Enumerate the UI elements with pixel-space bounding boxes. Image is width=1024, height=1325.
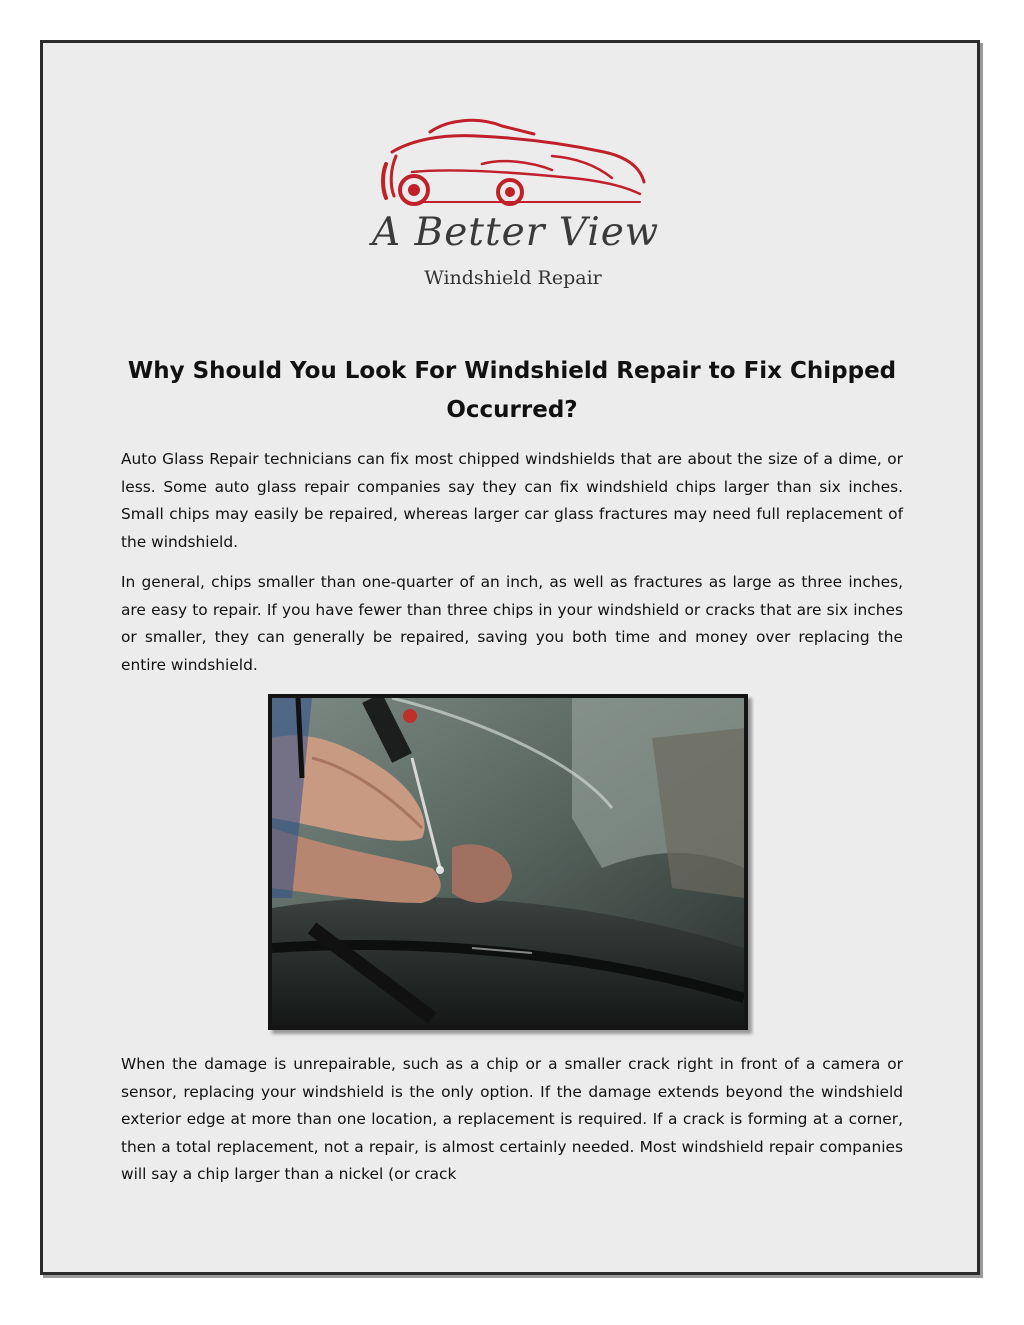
paragraph-3: When the damage is unrepairable, such as a chip or a smaller crack right in front of a camera or sensor, replacing your windshield is the only option. If the damage extends beyond the windshield exterior edge at more than one location, a replacement is required. If a crack is forming at a corner, then a total replacement, not a repair, is almost certainly needed. Most windshield repair companies will say a chip larger than a nickel (or crack bbox=[121, 1055, 903, 1183]
paragraph-1: Auto Glass Repair technicians can fix most chipped windshields that are about the size of a dime, or less. Some auto glass repair companies say they can fix windshield chips larger than six inches. Small chips may easily be repaired, whereas larger car glass fractures may need full replacement of the windshield. bbox=[121, 450, 903, 551]
company-logo bbox=[372, 112, 660, 297]
red-car-outline-icon bbox=[372, 112, 654, 212]
paragraph-2: In general, chips smaller than one-quarter of an inch, as well as fractures as large as three inches, are easy to repair. If you have fewer than three chips in your windshield or cracks that are six inches or smaller, they can generally be repaired, saving you both time and money over replacing the entire windshield. bbox=[121, 573, 903, 674]
brand-name: A Better View bbox=[372, 210, 660, 255]
windshield-repair-photo bbox=[268, 694, 748, 1030]
brand-subtitle: Windshield Repair bbox=[424, 267, 602, 289]
article-title: Why Should You Look For Windshield Repair to Fix Chipped Occurred? bbox=[127, 358, 897, 423]
